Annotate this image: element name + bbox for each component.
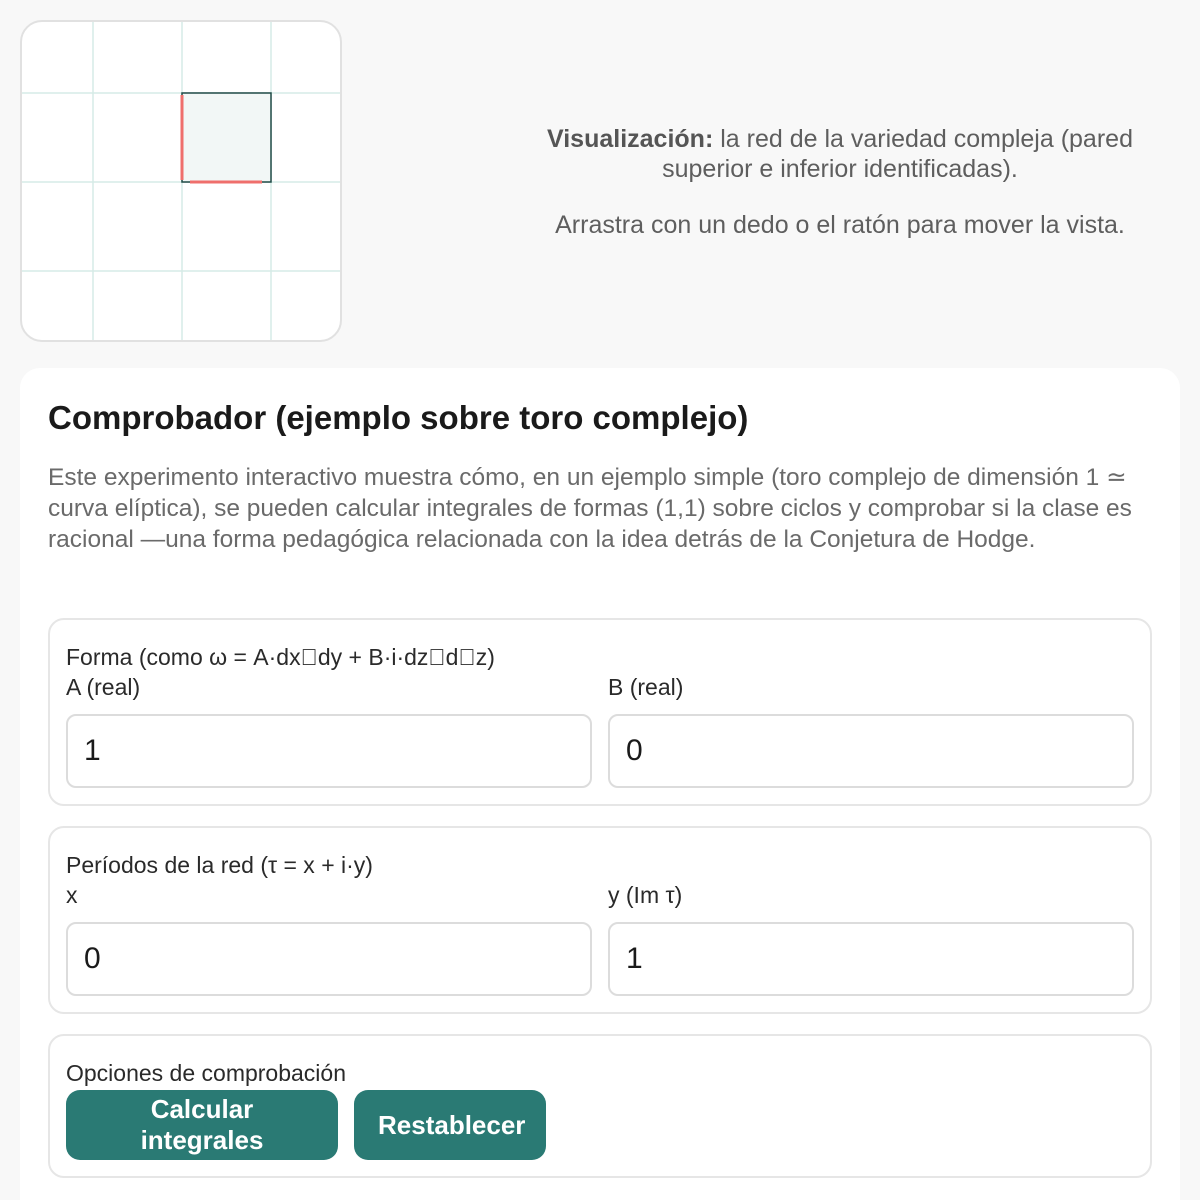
options-section [48, 1034, 1152, 1178]
x-label: x [66, 882, 78, 908]
visualization-hint: Arrastra con un dedo o el ratón para mover la vista. [555, 211, 1125, 239]
visualization-description [520, 124, 1160, 184]
form-section-title: Forma (como ω = A·dx dy + B·i·dz d z) [66, 644, 495, 670]
periods-section [48, 826, 1152, 1014]
compute-integrals-button[interactable]: Calcular integrales [66, 1090, 338, 1160]
periods-section-title: Períodos de la red (τ = x + i·y) [66, 852, 373, 878]
checker-description: Este experimento interactivo muestra cómo, en un ejemplo simple (toro complejo de dimensión 1 ≃ curva elíptica), se pueden calcular integrales de formas (1,1) sobre ciclos y comprobar si la clase es racional —una forma pedagógica relacionada con la idea detrás de la Conjetura de Hodge. [48, 464, 1132, 553]
checker-title: Comprobador (ejemplo sobre toro complejo) [48, 399, 749, 436]
fundamental-domain [182, 93, 271, 182]
checker-card [20, 368, 1180, 1200]
visualization-label: Visualización: [547, 125, 714, 153]
options-section-title: Opciones de comprobación [66, 1060, 346, 1086]
visualization-caption [520, 124, 1160, 240]
y-input[interactable] [608, 922, 1134, 996]
form-section [48, 618, 1152, 806]
lattice-canvas[interactable] [22, 22, 340, 340]
reset-button[interactable]: Restablecer [354, 1090, 546, 1160]
lattice-visualization[interactable] [20, 20, 342, 342]
b-label: B (real) [608, 674, 684, 700]
b-input[interactable] [608, 714, 1134, 788]
a-label: A (real) [66, 674, 141, 700]
a-input[interactable] [66, 714, 592, 788]
y-label: y (Im τ) [608, 882, 683, 908]
x-input[interactable] [66, 922, 592, 996]
lattice-grid [22, 22, 340, 340]
visualization-label-text: la red de la variedad compleja (pared superior e inferior identificadas). [662, 125, 1133, 183]
